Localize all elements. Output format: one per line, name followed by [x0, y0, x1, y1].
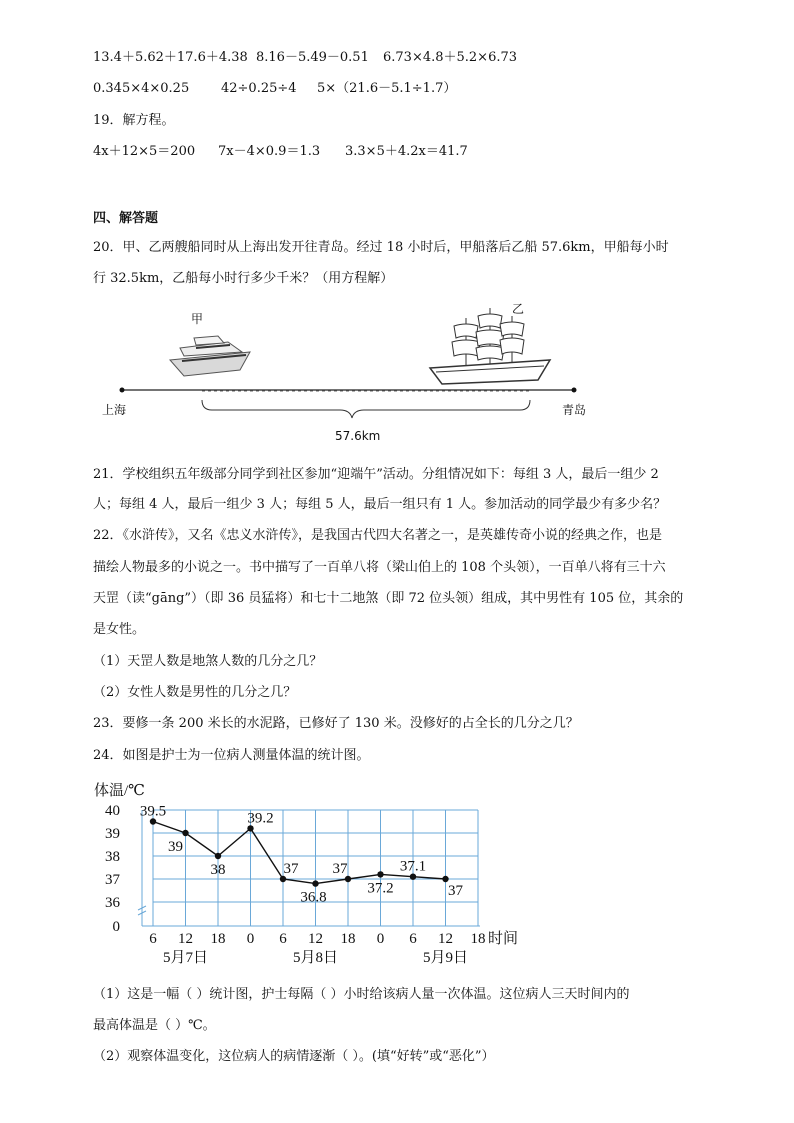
calc-expr: 8.16－5.49－0.51 — [256, 50, 369, 65]
question-22-line-4: 是女性。 — [93, 622, 146, 637]
x-tick-label: 18 — [470, 931, 486, 947]
distance-brace — [202, 400, 530, 418]
question-20-line-2: 行 32.5km，乙船每小时行多少千米？（用方程解） — [93, 271, 394, 286]
question-24-sub-2: （2）观察体温变化，这位病人的病情逐渐（ ）。(填“好转”或“恶化”） — [93, 1049, 495, 1064]
x-tick-label: 6 — [149, 931, 157, 947]
data-label: 37 — [283, 861, 299, 877]
chart-grid — [138, 810, 480, 926]
data-label: 39.5 — [139, 803, 167, 820]
question-22-line-1: 22．《水浒传》，又名《忠义水浒传》，是我国古代四大名著之一，是英雄传奇小说的经典之作，也是 — [93, 528, 663, 543]
end-label: 青岛 — [562, 403, 587, 417]
day-label: 5月8日 — [292, 950, 339, 966]
data-label: 39.2 — [247, 810, 274, 827]
y-tick-label: 36 — [105, 895, 120, 911]
y-tick-label: 37 — [105, 872, 120, 888]
question-21-line-1: 21．学校组织五年级部分同学到社区参加“迎端午”活动。分组情况如下：每组 3 人，最后一组少 2 — [93, 467, 659, 482]
calc-expr: 5×（21.6－5.1÷1.7） — [317, 81, 457, 96]
question-21-line-2: 人；每组 4 人，最后一组少 3 人；每组 5 人，最后一组只有 1 人。参加活动的同学最少有多少名？ — [93, 497, 667, 512]
y-tick-label: 0 — [112, 919, 120, 935]
x-tick-label: 18 — [210, 931, 226, 947]
question-24-sub-1-line-1: （1）这是一幅（ ）统计图，护士每隔（ ）小时给该病人量一次体温。这位病人三天时间内的 — [93, 987, 630, 1002]
data-point — [182, 830, 188, 836]
question-23: 23．要修一条 200 米长的水泥路，已修好了 130 米。没修好的占全长的几分之几？ — [93, 716, 579, 731]
question-22-line-3: 天罡（读“gāng”）（即 36 员猛将）和七十二地煞（即 72 位头领）组成，其中男性有 105 位，其余的 — [93, 591, 684, 606]
equation: 4x＋12×5＝200 — [93, 144, 196, 159]
start-point-dot — [120, 388, 125, 393]
x-axis-title: 时间 — [488, 931, 519, 947]
calc-expr: 6.73×4.8＋5.2×6.73 — [383, 50, 518, 65]
distance-label: 57.6km — [335, 429, 381, 443]
question-24-sub-1-line-2: 最高体温是（ ）℃。 — [93, 1018, 216, 1033]
y-tick-label: 39 — [105, 826, 120, 842]
y-tick-label: 38 — [105, 849, 120, 865]
equation: 3.3×5＋4.2x＝41.7 — [345, 144, 468, 159]
data-point — [442, 876, 448, 882]
data-label: 37 — [332, 861, 348, 877]
question-19: 19．解方程。 — [93, 113, 175, 128]
question-22-sub-1: （1）天罡人数是地煞人数的几分之几？ — [93, 654, 323, 669]
day-label: 5月9日 — [422, 950, 469, 966]
question-22-sub-2: （2）女性人数是男性的几分之几？ — [93, 685, 297, 700]
x-tick-label: 6 — [409, 931, 417, 947]
x-tick-label: 12 — [308, 931, 323, 947]
boat-distance-figure — [100, 296, 600, 446]
x-tick-label: 0 — [246, 931, 255, 947]
boat-label-b: 乙 — [512, 302, 525, 316]
end-point-dot — [572, 388, 577, 393]
data-label: 37 — [448, 883, 463, 899]
x-tick-label: 6 — [279, 931, 287, 947]
equation: 7x－4×0.9＝1.3 — [218, 144, 321, 159]
data-label: 38 — [210, 862, 226, 878]
data-point — [215, 853, 221, 859]
x-tick-label: 18 — [340, 931, 356, 947]
x-tick-label: 12 — [178, 931, 193, 947]
data-label: 39 — [168, 839, 183, 855]
question-24-intro: 24．如图是护士为一位病人测量体温的统计图。 — [93, 748, 370, 763]
question-22-line-2: 描绘人物最多的小说之一。书中描写了一百单八将（梁山伯上的 108 个头领），一百单八将有三十六 — [93, 560, 666, 575]
data-point — [377, 871, 383, 877]
calc-expr: 13.4＋5.62＋17.6＋4.38 — [93, 50, 248, 65]
x-tick-label: 12 — [438, 931, 453, 947]
y-tick-label: 40 — [105, 803, 120, 819]
sailing-ship-icon — [430, 308, 550, 384]
temperature-line-chart — [90, 776, 540, 971]
x-tick-label: 0 — [376, 931, 385, 947]
y-axis-title: 体温/℃ — [94, 783, 145, 799]
calc-expr: 0.345×4×0.25 — [93, 81, 190, 96]
start-label: 上海 — [102, 403, 127, 417]
yacht-icon — [170, 336, 250, 376]
data-label: 37.1 — [399, 858, 427, 875]
calc-expr: 42÷0.25÷4 — [221, 81, 297, 96]
boat-label-a: 甲 — [191, 312, 204, 326]
data-label: 36.8 — [300, 889, 327, 906]
section-heading: 四、解答题 — [93, 211, 159, 226]
chart-points — [140, 804, 464, 906]
question-20-line-1: 20．甲、乙两艘船同时从上海出发开往青岛。经过 18 小时后，甲船落后乙船 57.6km，甲船每小时 — [93, 240, 669, 255]
day-label: 5月7日 — [162, 950, 209, 966]
data-label: 37.2 — [367, 880, 394, 897]
data-point — [312, 880, 318, 886]
